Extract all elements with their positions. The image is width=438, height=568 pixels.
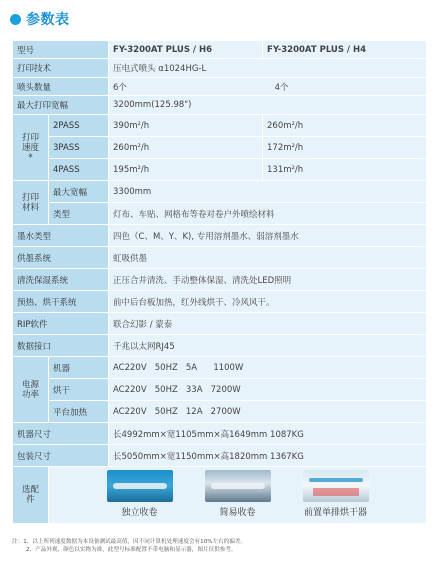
accessory-label: 独立收卷	[121, 508, 158, 518]
supply-label: 供墨系统	[13, 247, 109, 269]
accessory-item	[107, 470, 173, 518]
table-row	[13, 335, 427, 357]
page-title: 参数表	[26, 12, 70, 28]
table-row	[13, 59, 427, 78]
accessories-label: 选配件	[13, 467, 49, 524]
power-value: AC220V 50HZ 33A 7200W	[109, 379, 427, 401]
table-row	[13, 247, 427, 269]
table-row	[13, 181, 427, 203]
power-group-label: 电源功率	[13, 357, 49, 423]
accessory-item	[205, 470, 271, 518]
speed-mode: 2PASS	[49, 115, 109, 137]
table-row	[13, 78, 427, 96]
iface-value: 千兆以太网RJ45	[109, 335, 427, 357]
width-label: 最大打印宽幅	[13, 96, 109, 115]
width-value: 3200mm(125.98")	[109, 96, 427, 115]
nozzle-h6: 6个	[113, 82, 127, 93]
tech-label: 打印技术	[13, 59, 109, 78]
pack-size-value: 长5050mm×宽1150mm×高1820mm 1367KG	[109, 445, 427, 467]
simple-take-up-photo	[205, 470, 271, 502]
supply-value: 虹吸供墨	[109, 247, 427, 269]
accessories-cell	[49, 467, 427, 524]
table-row	[13, 313, 427, 335]
table-row	[13, 115, 427, 137]
speed-h6: 390m²/h	[109, 115, 263, 137]
power-name: 平台加热	[49, 401, 109, 423]
nozzle-label: 喷头数量	[13, 78, 109, 96]
front-dryer-photo	[303, 470, 369, 502]
table-row	[13, 401, 427, 423]
accessory-label: 前置单排烘干器	[303, 508, 367, 518]
footnotes	[12, 538, 428, 554]
table-row	[13, 269, 427, 291]
material-type-label: 类型	[49, 203, 109, 225]
footnote-line: 注：1、以上所列速度数据为本设备测试最高值，因不同计算机处理速度会有10%左右的偏差。	[12, 539, 247, 545]
table-row	[13, 423, 427, 445]
speed-mode: 4PASS	[49, 159, 109, 181]
table-row	[13, 225, 427, 247]
power-value: AC220V 50HZ 5A 1100W	[109, 357, 427, 379]
table-row	[13, 41, 427, 59]
table-row	[13, 467, 427, 524]
table-row	[13, 137, 427, 159]
table-row	[13, 357, 427, 379]
clean-label: 清洗保湿系统	[13, 269, 109, 291]
machine-size-value: 长4992mm×宽1105mm×高1649mm 1087KG	[109, 423, 427, 445]
power-name: 烘干	[49, 379, 109, 401]
heat-label: 预热、烘干系统	[13, 291, 109, 313]
model-h4: FY-3200AT PLUS / H4	[263, 41, 427, 59]
speed-h4: 131m²/h	[263, 159, 427, 181]
table-row	[13, 291, 427, 313]
table-row	[13, 159, 427, 181]
power-name: 机器	[49, 357, 109, 379]
speed-h6: 260m²/h	[109, 137, 263, 159]
material-width-value: 3300mm	[109, 181, 427, 203]
independent-take-up-photo	[107, 470, 173, 502]
speed-mode: 3PASS	[49, 137, 109, 159]
nozzle-values	[109, 78, 427, 96]
table-row	[13, 445, 427, 467]
speed-h4: 172m²/h	[263, 137, 427, 159]
clean-value: 正压合并清洗、手动整体保湿、清洗处LED照明	[109, 269, 427, 291]
bullet-dot-icon	[10, 14, 21, 25]
speed-group-label: 打印速度*	[13, 115, 49, 181]
table-row	[13, 203, 427, 225]
pack-size-label: 包装尺寸	[13, 445, 109, 467]
iface-label: 数据接口	[13, 335, 109, 357]
model-label: 型号	[13, 41, 109, 59]
machine-size-label: 机器尺寸	[13, 423, 109, 445]
rip-value: 联合幻影 / 蒙泰	[109, 313, 427, 335]
accessory-label: 简易收卷	[219, 508, 256, 518]
rip-label: RIP软件	[13, 313, 109, 335]
material-width-label: 最大宽幅	[49, 181, 109, 203]
heat-value: 前中后台板加热，红外线烘干、冷风风干。	[109, 291, 427, 313]
footnote-line: 2、产品外观、颜色以实物为准，此型号标准配置不带电脑和显示器，图片仅供参考。	[26, 547, 237, 553]
speed-h6: 195m²/h	[109, 159, 263, 181]
ink-value: 四色（C、M、Y、K), 专用溶剂墨水、弱溶剂墨水	[109, 225, 427, 247]
table-row	[13, 379, 427, 401]
tech-value: 压电式喷头 α1024HG-L	[109, 59, 427, 78]
material-group-label: 打印材料	[13, 181, 49, 225]
spec-table	[12, 40, 427, 524]
speed-h4: 260m²/h	[263, 115, 427, 137]
ink-label: 墨水类型	[13, 225, 109, 247]
nozzle-h4: 4个	[274, 82, 289, 93]
material-type-value: 灯布、车贴、网格布等卷对卷户外喷绘材料	[109, 203, 427, 225]
accessory-item	[303, 470, 369, 518]
section-header	[10, 8, 70, 30]
model-h6: FY-3200AT PLUS / H6	[109, 41, 263, 59]
table-row	[13, 96, 427, 115]
power-value: AC220V 50HZ 12A 2700W	[109, 401, 427, 423]
